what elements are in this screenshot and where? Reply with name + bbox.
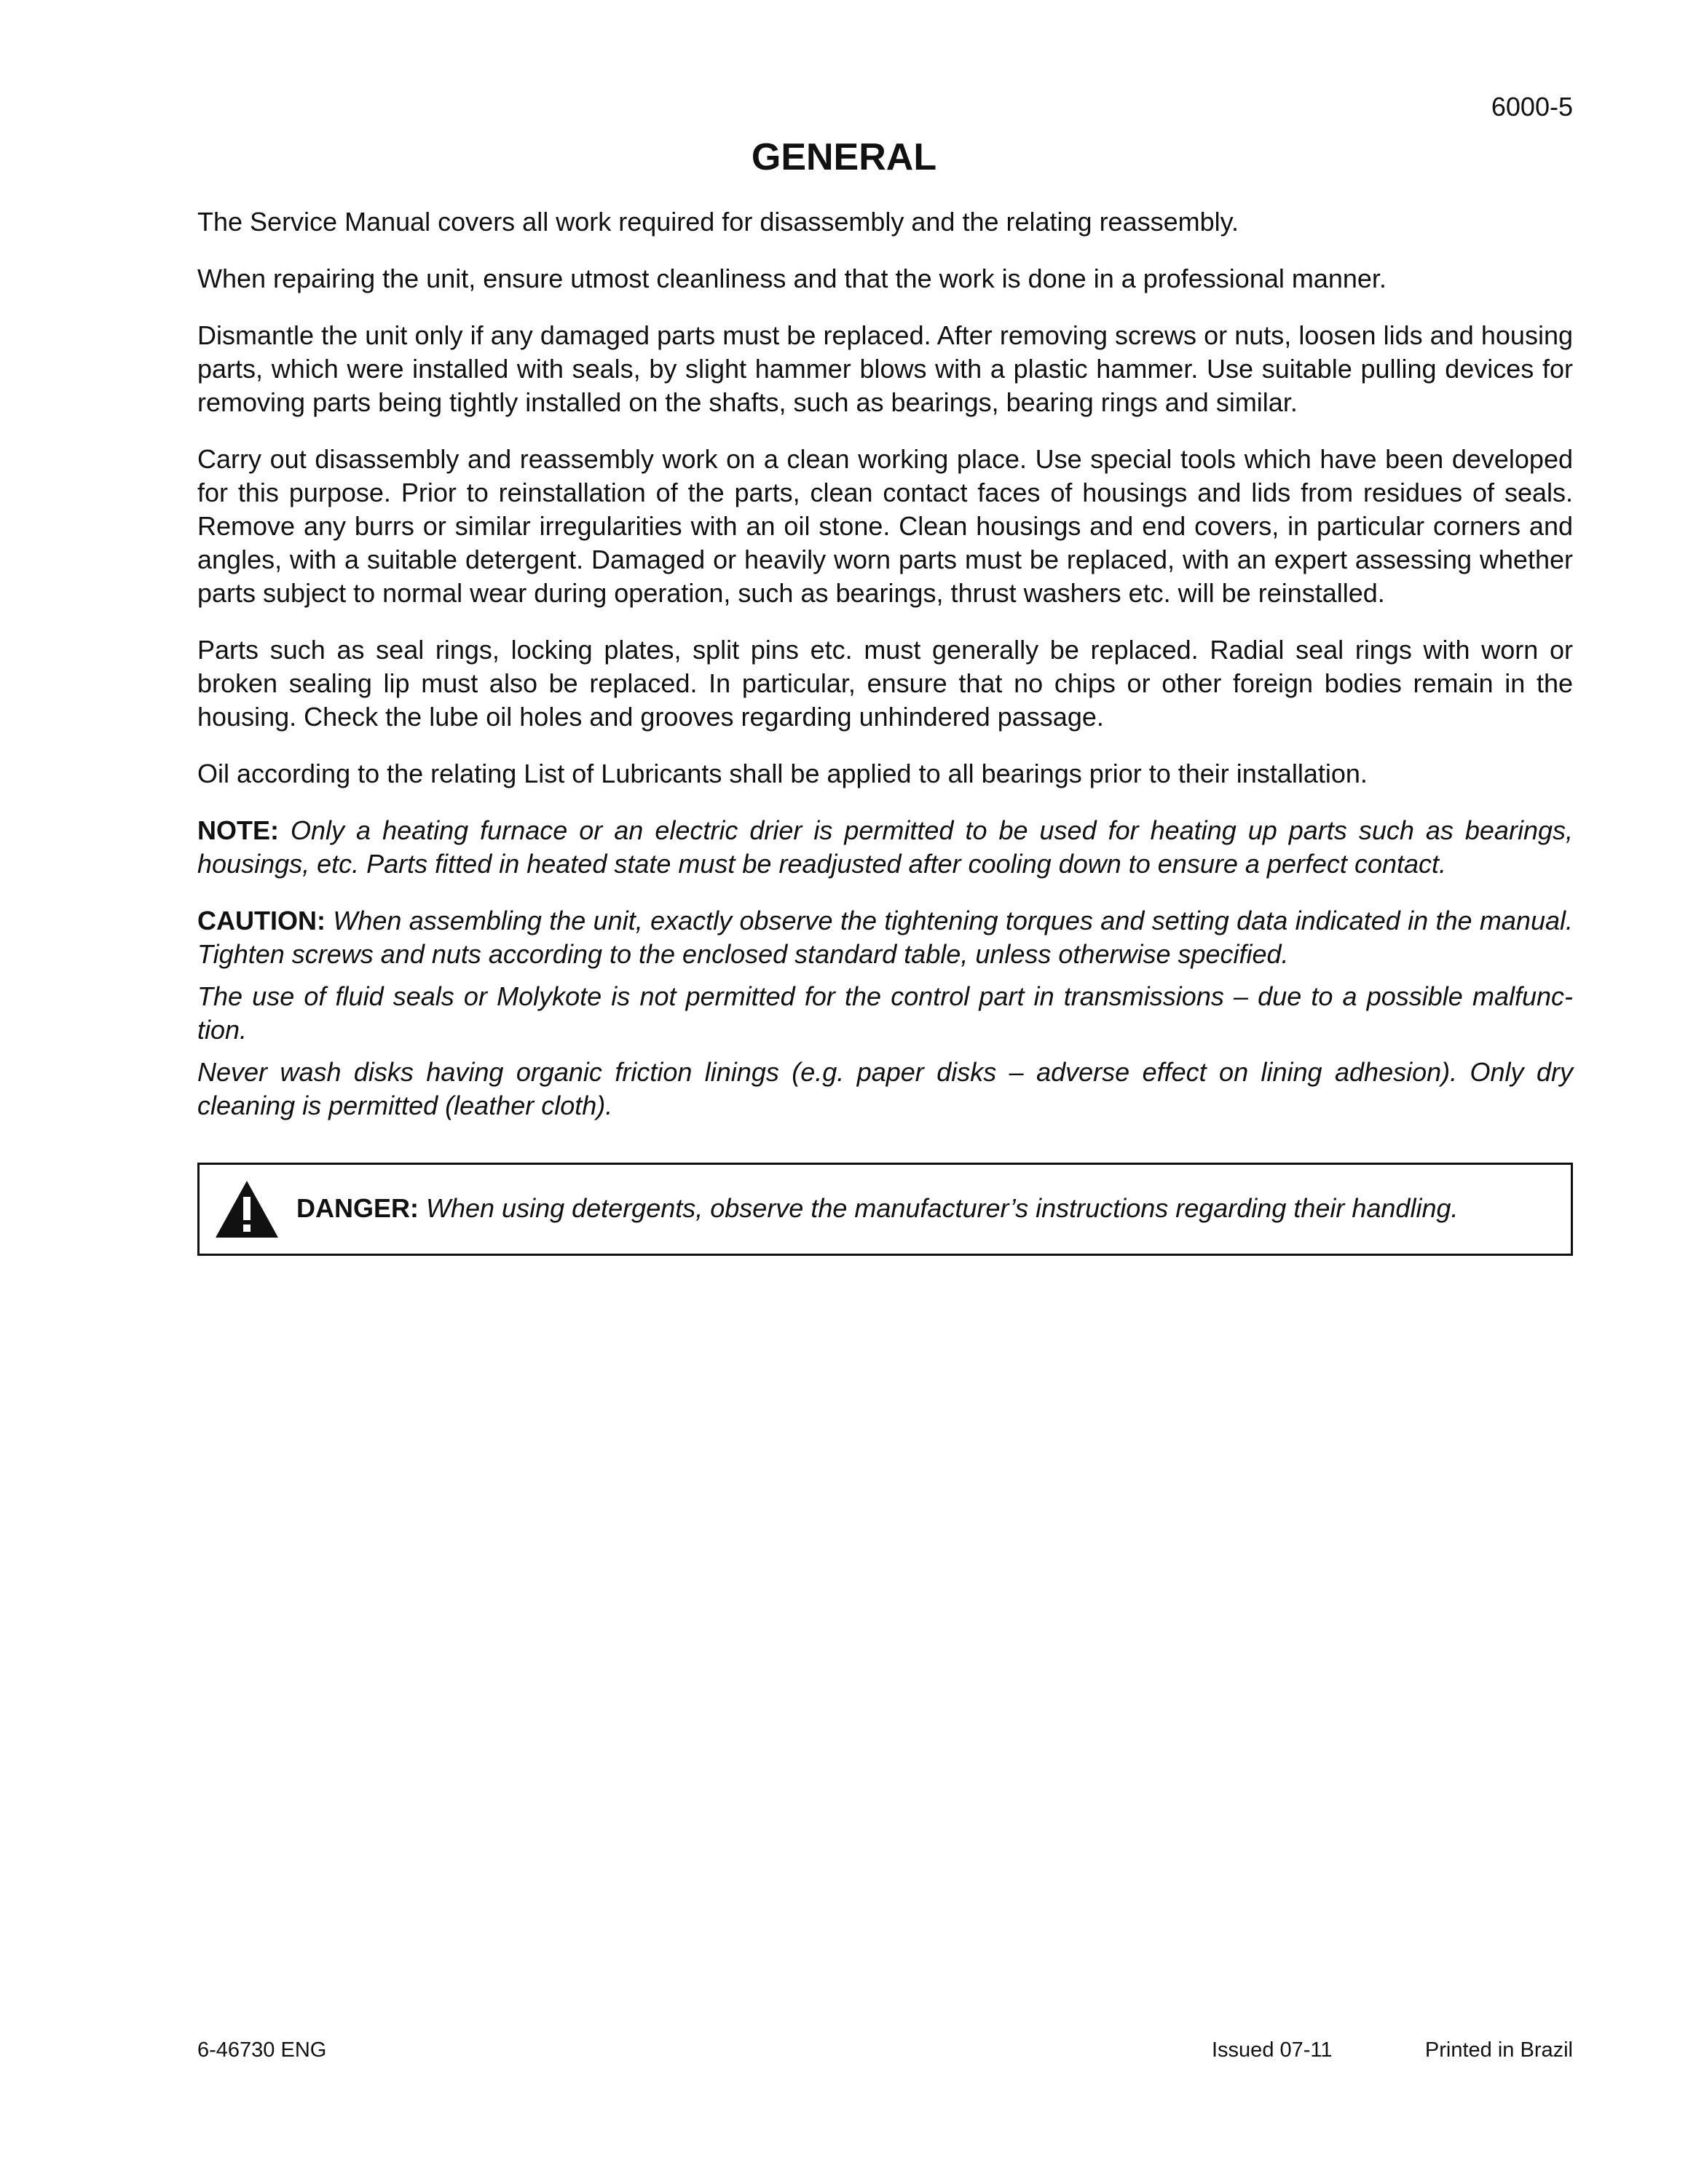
danger-text: When using detergents, observe the manufacturer’s instructions regarding their handling. — [426, 1193, 1459, 1223]
paragraph: Parts such as seal rings, locking plates, split pins etc. must generally be replaced. Radial seal rings with worn or broken sealing lip must also be replaced. In particular, ensure that no chips or other foreign bodies remain in the housing. Check the lube oil holes and grooves regarding unhindered passage. — [197, 635, 1573, 732]
paragraph: Dismantle the unit only if any damaged parts must be replaced. After removing screws or nuts, loosen lids and housing parts, which were installed with seals, by slight hammer blows with a plastic hammer. Use suitable pulling devices for removing parts being tightly installed on the shafts, such as bearings, bearing rings and similar. — [197, 320, 1573, 417]
paragraph: Oil according to the relating List of Lubricants shall be applied to all bearings prior to their installation. — [197, 759, 1368, 788]
footer-printed: Printed in Brazil — [1424, 2038, 1573, 2062]
note-text: Only a heating furnace or an electric drier is permitted to be used for heating up parts such as bearings, housings, etc. Parts fitted in heated state must be readjusted after cooling down to ensure a perfect contact. — [197, 815, 1573, 879]
document-body — [197, 205, 1573, 1131]
caution-block — [197, 904, 1573, 971]
footer-doc-number: 6-46730 ENG — [197, 2038, 327, 2062]
page-number: 6000-5 — [1491, 92, 1573, 122]
danger-label: DANGER: — [296, 1193, 419, 1223]
note-block — [197, 814, 1573, 881]
note-label: NOTE: — [197, 815, 279, 845]
caution-label: CAUTION: — [197, 906, 326, 935]
caution-extra-text: The use of fluid seals or Molykote is not permitted for the control part in transmissions – due to a possible malfunc-tion. — [197, 981, 1573, 1045]
paragraph: Carry out disassembly and reassembly work on a clean working place. Use special tools which have been developed for this purpose. Prior to reinstallation of the parts, clean contact faces of housings and lids from residues of seals. Remove any burrs or similar irregularities with an oil stone. Clean housings and end covers, in particular corners and angles, with a suitable detergent. Damaged or heavily worn parts must be replaced, with an expert assessing whether parts subject to normal wear during operation, such as bearings, thrust washers etc. will be reinstalled. — [197, 444, 1573, 608]
page-title: GENERAL — [751, 136, 937, 178]
caution-text: When assembling the unit, exactly observe the tightening torques and setting data indicated in the manual. Tighten screws and nuts according to the enclosed standard table, unless otherwise specified. — [197, 906, 1573, 969]
footer-issued: Issued 07-11 — [1212, 2038, 1333, 2062]
warning-triangle-icon — [214, 1179, 280, 1239]
paragraph: The Service Manual covers all work required for disassembly and the relating reassembly. — [197, 207, 1239, 237]
paragraph: When repairing the unit, ensure utmost cleanliness and that the work is done in a professional manner. — [197, 264, 1387, 293]
danger-message — [296, 1192, 1459, 1225]
caution-extra-text: Never wash disks having organic friction linings (e.g. paper disks – adverse effect on lining adhesion). Only dry cleaning is permitted (leather cloth). — [197, 1057, 1573, 1120]
danger-box — [197, 1163, 1573, 1256]
